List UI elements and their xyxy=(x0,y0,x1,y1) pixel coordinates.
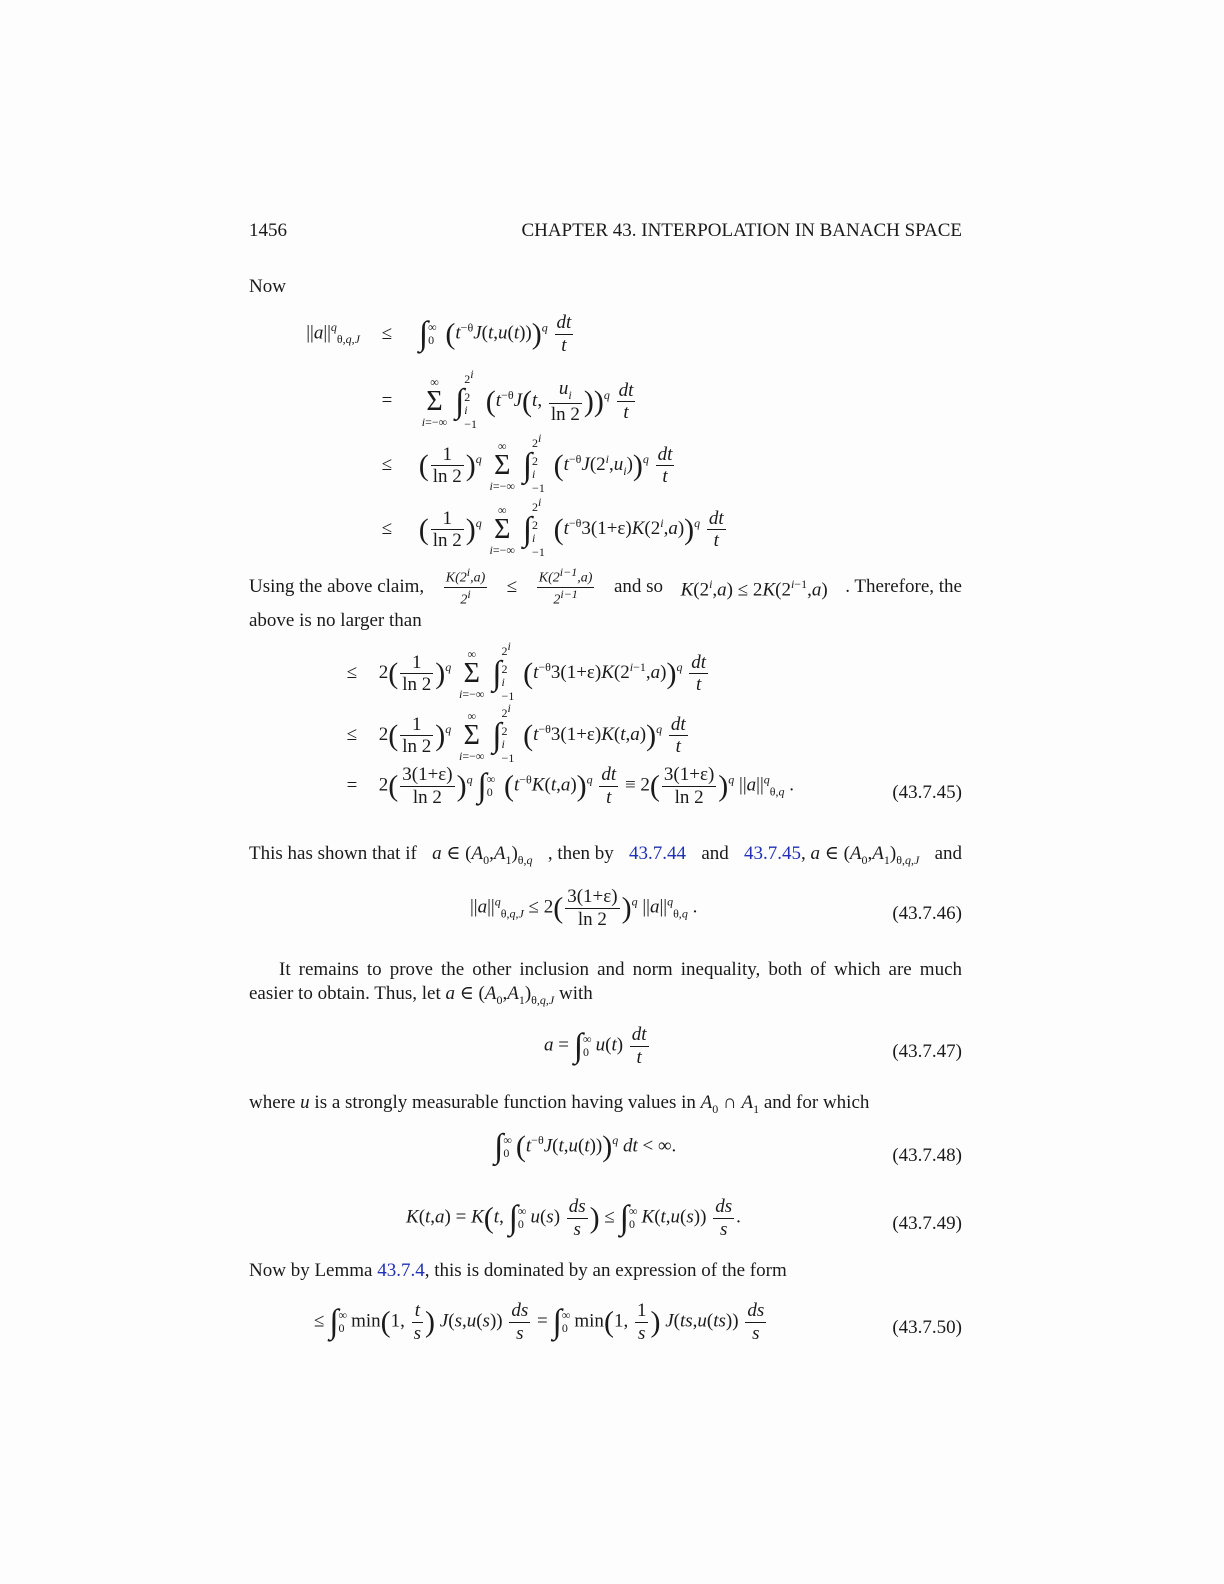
equation-47: a = ∫ ∞ 0 u(t) $\frac{dt}{t}$ xyxy=(544,1024,647,1068)
shown-paragraph: This has shown that if a ∈ $(A_0,A_1)_{\theta,q}$ , then by 43.7.44 and 43.7.45, a ∈ $(A_0,A_1)_{\theta,q,J}$ and xyxy=(249,842,962,872)
eq-number-46: (43.7.46) xyxy=(892,903,962,924)
equation-46: $||a||^q_{\theta,q,J} \le 2$( $\frac{3(1+\varepsilon)}{\ln 2}$ )$^q$ $||a||^q_{\theta,q}$ . xyxy=(470,886,698,930)
eq-number-49: (43.7.49) xyxy=(892,1213,962,1234)
eq-row-1: $||a||^q_{\theta,q,J}$ ≤ ∫ ∞ 0 $(t^{-\theta}J(t,u(t)))^q$ $\frac{dt}{t}$ xyxy=(306,312,572,356)
eq-row-6: ≤ 2( $\frac{1}{\ln 2}$ )$^q$ ∞ Σ i=−∞ ∫ 2$^i$ 2 $^{i -1}$ $(t^{-\theta}3(1+\varepsilon)K(t,a))^q$ $\frac{dt}{t}$ xyxy=(346,701,686,765)
ref-43-7-45[interactable]: 43.7.45 xyxy=(744,843,802,864)
chapter-title: CHAPTER 43. INTERPOLATION IN BANACH SPACE xyxy=(521,220,962,241)
remains-paragraph: It remains to prove the other inclusion and norm inequality, both of which are much easier to obtain. Thus, let a ∈ $(A_0,A_1)_{\theta,q,J}$ with xyxy=(249,959,962,1007)
ref-43-7-44[interactable]: 43.7.44 xyxy=(629,843,687,864)
eq-row-7: = 2( $\frac{3(1+\varepsilon)}{\ln 2}$ )$^q$ ∫ ∞ 0 $(t^{-\theta}K(t,a))^q$ $\frac{dt}{t}$ ≡ 2( $\frac{3(1+\varepsilon)}{\ln 2}$ )$^q$ $||a||^q_{\theta,q}$ . (43.7.45) xyxy=(346,764,962,808)
ref-lemma-43-7-4[interactable]: 43.7.4 xyxy=(377,1260,425,1281)
eq-number-50: (43.7.50) xyxy=(892,1317,962,1338)
equation-50: ≤ ∫ ∞ 0 min(1, $\frac{t}{s}$ ) J(s,u(s)) $\frac{ds}{s}$ = ∫ ∞ 0 min(1, $\frac{1}{s}$ ) J(ts,u(ts)) $\frac{ds}{s}$ xyxy=(314,1300,765,1344)
equation-49: K(t,a) = K(t, ∫ ∞ 0 u(s) $\frac{ds}{s}$ ) ≤ ∫ ∞ 0 K(t,u(s)) $\frac{ds}{s}$ . xyxy=(406,1196,741,1240)
equation-block-2 xyxy=(330,640,962,826)
equation-48: ∫ ∞ 0 $(t^{-\theta}J(t,u(t)))^q$ dt < ∞. xyxy=(494,1128,677,1165)
page-number: 1456 xyxy=(249,220,287,241)
eq-number-48: (43.7.48) xyxy=(892,1145,962,1166)
lemma-line: Now by Lemma 43.7.4, this is dominated by an expression of the form xyxy=(249,1260,787,1281)
eq-row-2: = ∞ Σ i=−∞ ∫ 2$^i$ 2 $^{i -1}$ ($t^{-\theta}J(t$, $\frac{u_i}{\ln 2}$ ))$^q$ $\frac{dt}{t}$ xyxy=(381,367,634,431)
eq-number-45: (43.7.45) xyxy=(892,782,962,803)
claim-line-2: above is no larger than xyxy=(249,609,422,631)
text-now: Now xyxy=(249,276,286,297)
eq-row-3: ≤ ( $\frac{1}{\ln 2}$ )$^q$ ∞ Σ i=−∞ ∫ 2$^i$ 2 $^{i -1}$ $(t^{-\theta}J(2^i,u_i))^q$ $\frac{dt}{t}$ xyxy=(381,431,673,495)
where-line: where u is a strongly measurable function having values in $A_0$ ∩ $A_1$ and for which xyxy=(249,1092,870,1116)
eq-row-5: ≤ 2( $\frac{1}{\ln 2}$ )$^q$ ∞ Σ i=−∞ ∫ 2$^i$ 2 $^{i -1}$ $(t^{-\theta}3(1+\varepsilon)K(2^{i-1},a))^q$ $\frac{dt}{t}$ xyxy=(346,639,706,703)
equation-block-1 xyxy=(262,312,728,560)
eq-number-47: (43.7.47) xyxy=(892,1041,962,1062)
eq-row-4: ≤ ( $\frac{1}{\ln 2}$ )$^q$ ∞ Σ i=−∞ ∫ 2$^i$ 2 $^{i -1}$ $(t^{-\theta}3(1+\varepsilon)K(2^i,a))^q$ $\frac{dt}{t}$ xyxy=(381,495,724,559)
claim-paragraph: Using the above claim, $\frac{K(2^i,a)}{2^i}$ ≤ $\frac{K(2^{i-1},a)}{2^{i-1}}$ and so $K(2^i,a) \le 2K(2^{i-1},a)$ . Therefore, the above is no larger than xyxy=(249,565,962,631)
